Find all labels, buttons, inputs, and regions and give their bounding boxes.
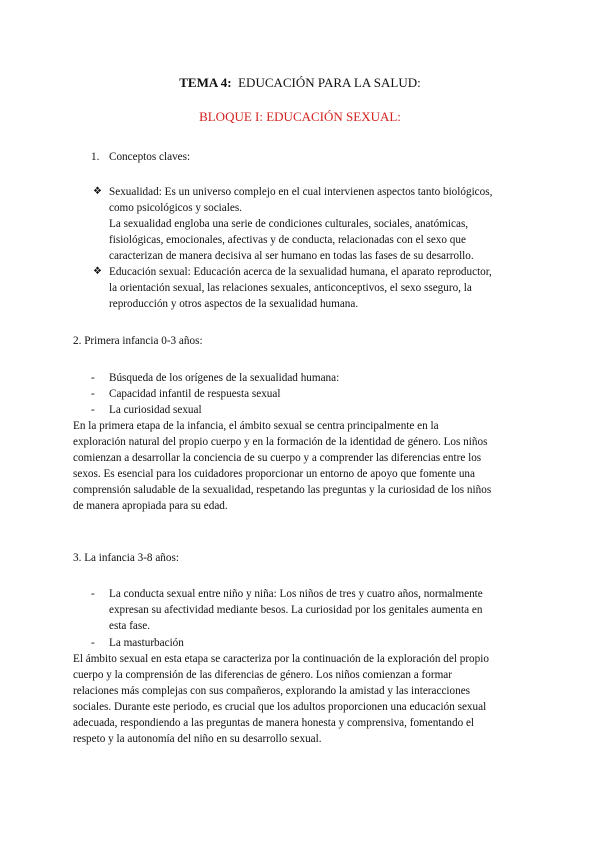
list-item: La masturbación [109, 637, 184, 649]
list-item-conducta [109, 586, 529, 634]
text-line: cuerpo y la comprensión de las diferencias de género. Los niños comienzan a formar [73, 669, 452, 681]
text-line: respeto y la autonomía del niño en su desarrollo sexual. [73, 733, 322, 745]
text-line: comienzan a desarrollar la conciencia de su cuerpo y a comprender las diferencias entre los [73, 452, 482, 464]
text-line: Educación sexual: Educación acerca de la sexualidad humana, el aparato reproductor, [109, 266, 492, 278]
section2-paragraph [73, 418, 533, 514]
section1-heading: Conceptos claves: [109, 151, 191, 163]
text-line: adecuada, respondiendo a las preguntas de manera honesta y comprensiva, fomentando el [73, 717, 475, 729]
text-line: La conducta sexual entre niño y niña: Los niños de tres y cuatro años, normalmente [109, 588, 483, 600]
section3-paragraph [73, 651, 533, 747]
dash-bullet-icon: - [91, 388, 95, 400]
text-line: expresan su afectividad mediante besos. La curiosidad por los genitales aumenta en [109, 604, 483, 616]
text-line: comprensión saludable de la sexualidad, respetando las preguntas y la curiosidad de los niños [73, 484, 492, 496]
text-line: relaciones más complejas con sus compañeros, explorando la amistad y las interacciones [73, 685, 471, 697]
section3-heading: 3. La infancia 3-8 años: [73, 552, 179, 564]
text-line: reproducción y otros aspectos de la sexualidad humana. [109, 298, 359, 310]
dash-bullet-icon: - [91, 588, 95, 600]
text-line: como psicológicos y sociales. [109, 202, 242, 214]
tema-label: TEMA 4: [179, 75, 232, 90]
dash-bullet-icon: - [91, 637, 95, 649]
text-line: caracterizan de manera decisiva al ser humano en todas las fases de su desarrollo. [109, 250, 474, 262]
text-line: En la primera etapa de la infancia, el ámbito sexual se centra principalmente en la [73, 420, 439, 432]
text-line: fisiológicas, emocionales, afectivas y de conducta, relacionadas con el sexo que [109, 234, 466, 246]
section1-number: 1. [91, 151, 100, 163]
list-item: Búsqueda de los orígenes de la sexualidad humana: [109, 372, 340, 384]
bloque-subtitle: BLOQUE I: EDUCACIÓN SEXUAL: [199, 109, 401, 124]
text-line: sociales. Durante este periodo, es crucial que los adultos proporcionen una educación sexual [73, 701, 487, 713]
text-line: la orientación sexual, las relaciones sexuales, anticonceptivos, el sexo sseguro, la [109, 282, 472, 294]
diamond-bullet-icon: ❖ [93, 266, 102, 277]
text-line: El ámbito sexual en esta etapa se caracteriza por la continuación de la exploración del propio [73, 653, 489, 665]
text-line: exploración natural del propio cuerpo y en la formación de la identidad de género. Los niños [73, 436, 488, 448]
diamond-bullet-icon: ❖ [93, 186, 102, 197]
section2-heading: 2. Primera infancia 0-3 años: [73, 335, 203, 347]
text-line: La sexualidad engloba una serie de condiciones culturales, sociales, anatómicas, [109, 218, 469, 230]
text-line: sexos. Es esencial para los cuidadores proporcionar un entorno de apoyo que fomente una [73, 468, 475, 480]
bullet-sexualidad [109, 184, 529, 264]
text-line: de manera apropiada para su edad. [73, 500, 228, 512]
text-line: esta fase. [109, 620, 150, 632]
list-item: Capacidad infantil de respuesta sexual [109, 388, 281, 400]
bullet-educacion-sexual [109, 264, 529, 312]
page-title [0, 75, 600, 91]
dash-bullet-icon: - [91, 372, 95, 384]
list-item: La curiosidad sexual [109, 404, 202, 416]
tema-title: EDUCACIÓN PARA LA SALUD: [238, 75, 421, 90]
text-line: Sexualidad: Es un universo complejo en el cual intervienen aspectos tanto biológicos, [109, 186, 493, 198]
dash-bullet-icon: - [91, 404, 95, 416]
